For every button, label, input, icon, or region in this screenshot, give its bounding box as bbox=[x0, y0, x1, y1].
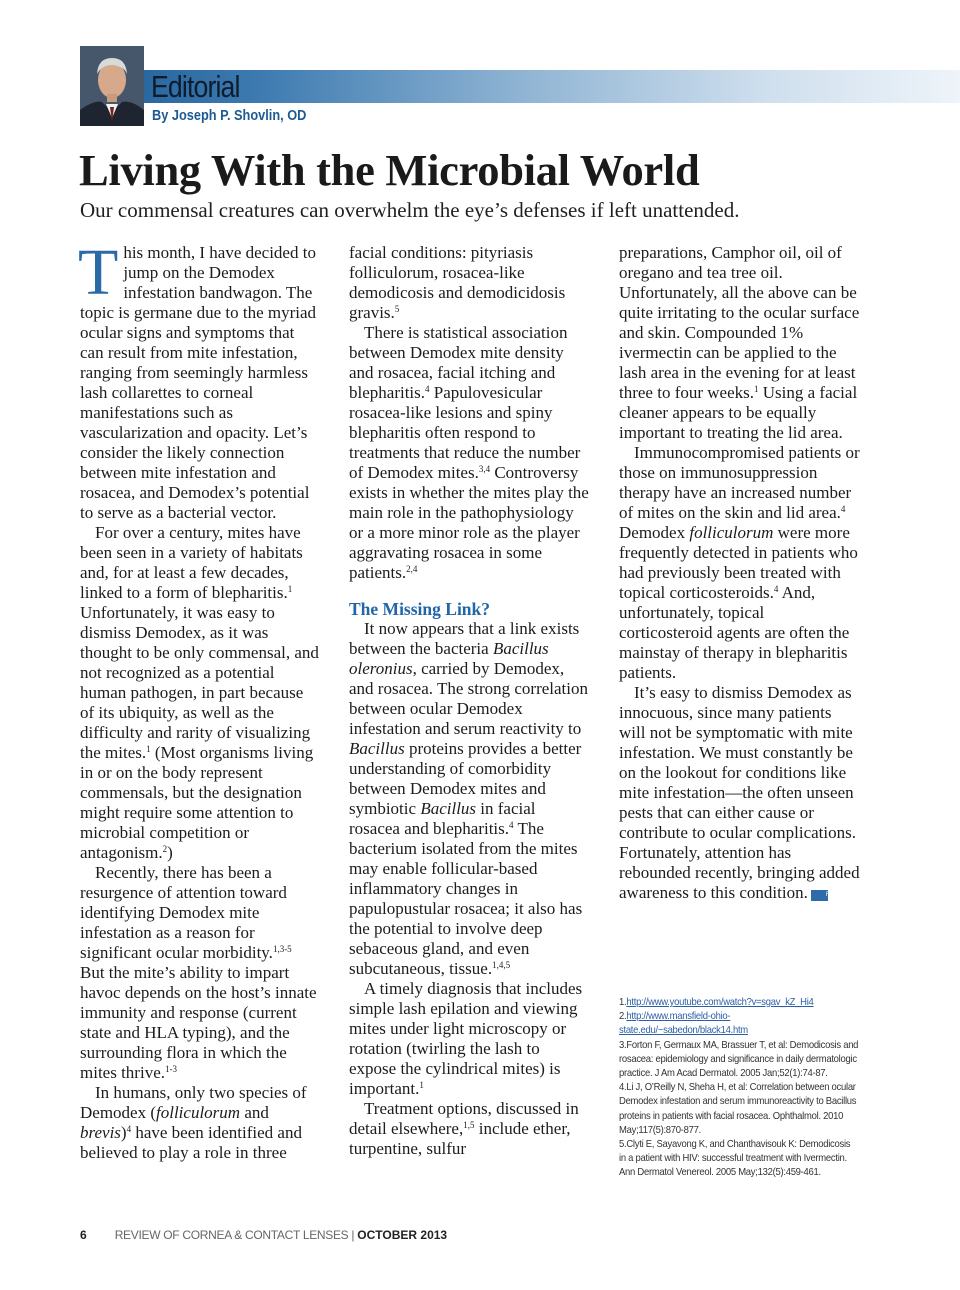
reference-link[interactable]: http://www.youtube.com/watch?v=sgav_kZ_Hi4 bbox=[626, 997, 814, 1008]
reference-item bbox=[619, 1039, 858, 1082]
species-name: folliculorum bbox=[689, 523, 774, 542]
text-span: his month, I have decided to jump on the Demodex infestation bandwagon. The topic is germane due to the myriad ocular signs and symptoms that can result from mite infestation, ranging from seemingly harmless lash collarettes to corneal manifestations such as vascularization and opacity. Let’s consider the likely connection between mite infestation and rosacea, and Demodex’s potential to serve as a bacterial vector. bbox=[80, 243, 317, 522]
text-span: Treatment options, discussed in detail elsewhere, bbox=[349, 1099, 579, 1138]
text-span: Unfortunately, it was easy to dismiss Demodex, as it was thought to be only commensal, and not recognized as a potential human pathogen, in part because of its ubiquity, as well as the difficulty and rarity of visualizing the mites. bbox=[80, 603, 319, 762]
reference-item bbox=[619, 996, 858, 1010]
species-name: Bacillus bbox=[420, 799, 477, 818]
reference-number: 4. bbox=[619, 1082, 627, 1094]
text-span: preparations, Camphor oil, oil of oregano and tea tree oil. Unfortunately, all the above can be quite irritating to the ocular surface and skin. Compounded 1% ivermectin can be applied to the lash area in the evening for at least three to four weeks. bbox=[619, 243, 860, 402]
citation: 1 bbox=[287, 584, 293, 594]
article-column-1 bbox=[78, 236, 320, 1163]
article-column-3 bbox=[619, 243, 861, 903]
text-span: were more frequently detected in patients who had previously been treated with topical corticosteroids. bbox=[619, 523, 858, 602]
citation: 1,4,5 bbox=[492, 960, 511, 970]
text-span: and bbox=[240, 1103, 269, 1122]
page-footer bbox=[80, 1228, 447, 1242]
author-byline: By Joseph P. Shovlin, OD bbox=[152, 108, 307, 124]
reference-link[interactable]: http://www.mansfield-ohio-state.edu/~sabedon/black14.htm bbox=[619, 1011, 748, 1037]
text-span: (Most organisms living in or on the body represent commensals, but the designation might require some attention to microbial competition or antagonism. bbox=[80, 743, 314, 862]
reference-number: 3. bbox=[619, 1039, 627, 1051]
paragraph bbox=[619, 443, 861, 683]
text-span: It’s easy to dismiss Demodex as innocuous, since many patients will not be symptomatic with mite infestation. We must constantly be on the lookout for conditions like mite infestation—the often unseen pests that can either cause or contribute to ocular complications. Fortunately, attention has rebounded recently, bringing added awareness to this condition. bbox=[619, 683, 860, 902]
citation: 4 bbox=[840, 504, 846, 514]
citation: 1,3-5 bbox=[272, 944, 292, 954]
text-span: And, unfortunately, topical corticosteroid agents are often the mainstay of therapy in blepharitis patients. bbox=[619, 583, 850, 682]
text-span: include ether, turpentine, sulfur bbox=[349, 1119, 571, 1158]
species-name: brevis bbox=[80, 1123, 121, 1142]
section-label: Editorial bbox=[151, 69, 240, 104]
reference-number: 2. bbox=[619, 1011, 627, 1023]
issue-date: OCTOBER 2013 bbox=[357, 1228, 448, 1242]
text-span: It now appears that a link exists between the bacteria bbox=[349, 619, 580, 658]
paragraph bbox=[80, 863, 320, 1083]
paragraph bbox=[78, 236, 320, 523]
species-name: Bacillus oleronius bbox=[349, 639, 549, 678]
text-span: facial conditions: pityriasis folliculorum, rosacea-like demodicosis and demodicidosis gravis. bbox=[349, 243, 566, 322]
footer-separator: | bbox=[348, 1228, 358, 1242]
reference-text: Forton F, Germaux MA, Brassuer T, et al: Demodicosis and rosacea: epidemiology and significance in daily dermatologic practice. J Am Acad Dermatol. 2005 Jan;52(1):74-87. bbox=[619, 1039, 859, 1080]
reference-text: Clyti E, Sayavong K, and Chanthavisouk K: Demodicosis in a patient with HIV: successful treatment with Ivermectin. Ann Dermatol Venereol. 2005 May;132(5):459-461. bbox=[619, 1139, 851, 1179]
text-span: Papulovesicular rosacea-like lesions and spiny blepharitis often respond to treatments that reduce the number of Demodex mites. bbox=[349, 383, 581, 482]
article-title: Living With the Microbial World bbox=[79, 145, 700, 195]
references-list bbox=[619, 996, 858, 1181]
paragraph bbox=[619, 243, 861, 443]
text-span: Demodex bbox=[619, 523, 690, 542]
citation: 4 bbox=[425, 384, 430, 394]
species-name: folliculorum bbox=[156, 1103, 241, 1122]
text-span: in facial rosacea and blepharitis. bbox=[349, 799, 536, 838]
text-span: Using a facial cleaner appears to be equally important to treating the lid area. bbox=[619, 383, 858, 442]
text-span: The bacterium isolated from the mites may enable follicular-based inflammatory changes in papulopustular rosacea; it also has the potential to involve deep sebaceous gland, and even subcutaneous, tissue. bbox=[349, 819, 583, 978]
reference-item bbox=[619, 1010, 858, 1038]
paragraph bbox=[349, 323, 589, 583]
article-subtitle: Our commensal creatures can overwhelm the eye’s defenses if left unattended. bbox=[80, 198, 740, 222]
publication-name: REVIEW OF CORNEA & CONTACT LENSES bbox=[114, 1228, 349, 1242]
drop-cap: T bbox=[78, 236, 119, 309]
citation: 4 bbox=[509, 820, 514, 830]
end-mark-icon: RCCL bbox=[811, 890, 828, 901]
citation: 1 bbox=[146, 744, 151, 754]
text-span: proteins provides a better understanding of comorbidity between Demodex mites and symbiotic bbox=[349, 739, 582, 818]
text-span: There is statistical association between Demodex mite density and rosacea, facial itching and blepharitis. bbox=[349, 323, 568, 402]
text-span: Recently, there has been a resurgence of attention toward identifying Demodex mite infestation as a reason for significant ocular morbidity. bbox=[80, 863, 287, 962]
paragraph bbox=[80, 523, 320, 863]
paragraph bbox=[349, 979, 589, 1099]
text-span: Immunocompromised patients or those on immunosuppression therapy have an increased number of mites on the skin and lid area. bbox=[619, 443, 860, 522]
citation: 1,5 bbox=[463, 1120, 475, 1130]
citation: 4 bbox=[126, 1124, 132, 1134]
paragraph bbox=[349, 243, 589, 323]
paragraph bbox=[619, 683, 861, 903]
text-span: have been identified and believed to play a role in three bbox=[80, 1123, 302, 1162]
citation: 4 bbox=[773, 584, 779, 594]
text-span: ) bbox=[120, 1123, 127, 1142]
text-span: For over a century, mites have been seen in a variety of habitats and, for at least a few decades, linked to a form of blepharitis. bbox=[80, 523, 303, 602]
reference-number: 5. bbox=[619, 1139, 627, 1151]
article-column-2 bbox=[349, 243, 589, 1159]
text-span: , carried by Demodex, and rosacea. The strong correlation between ocular Demodex infestation and serum reactivity to bbox=[349, 659, 589, 738]
species-name: Bacillus bbox=[349, 739, 405, 758]
paragraph bbox=[349, 619, 589, 979]
paragraph bbox=[349, 1099, 589, 1159]
reference-item bbox=[619, 1138, 858, 1181]
text-span: ) bbox=[167, 843, 173, 862]
page-number: 6 bbox=[80, 1228, 87, 1242]
reference-number: 1. bbox=[619, 997, 627, 1008]
section-subhead: The Missing Link? bbox=[349, 599, 491, 619]
citation: 2 bbox=[162, 844, 168, 854]
citation: 2,4 bbox=[406, 564, 418, 574]
citation: 5 bbox=[394, 304, 400, 314]
citation: 1 bbox=[419, 1080, 424, 1090]
author-photo bbox=[80, 46, 144, 126]
text-span: In humans, only two species of Demodex ( bbox=[80, 1083, 307, 1122]
paragraph bbox=[80, 1083, 320, 1163]
citation: 1 bbox=[754, 384, 759, 394]
citation: 3,4 bbox=[478, 464, 491, 474]
reference-text: Li J, O’Reilly N, Sheha H, et al: Correlation between ocular Demodex infestation and serum immunoreactivity to Bacillus proteins in patients with facial rosacea. Ophthalmol. 2010 May;117(5):870-877. bbox=[619, 1082, 857, 1136]
text-span: But the mite’s ability to impart havoc depends on the host’s innate immunity and response (current state and HLA typing), and the surrounding flora in which the mites thrive. bbox=[80, 963, 317, 1082]
text-span: Controversy exists in whether the mites play the main role in the pathophysiology or a more minor role as the player aggravating rosacea in some patients. bbox=[349, 463, 589, 582]
citation: 1-3 bbox=[164, 1064, 177, 1074]
reference-item bbox=[619, 1081, 858, 1138]
text-span: A timely diagnosis that includes simple lash epilation and viewing mites under light microscopy or rotation (twirling the lash to expose the cylindrical mites) is important. bbox=[349, 979, 583, 1098]
